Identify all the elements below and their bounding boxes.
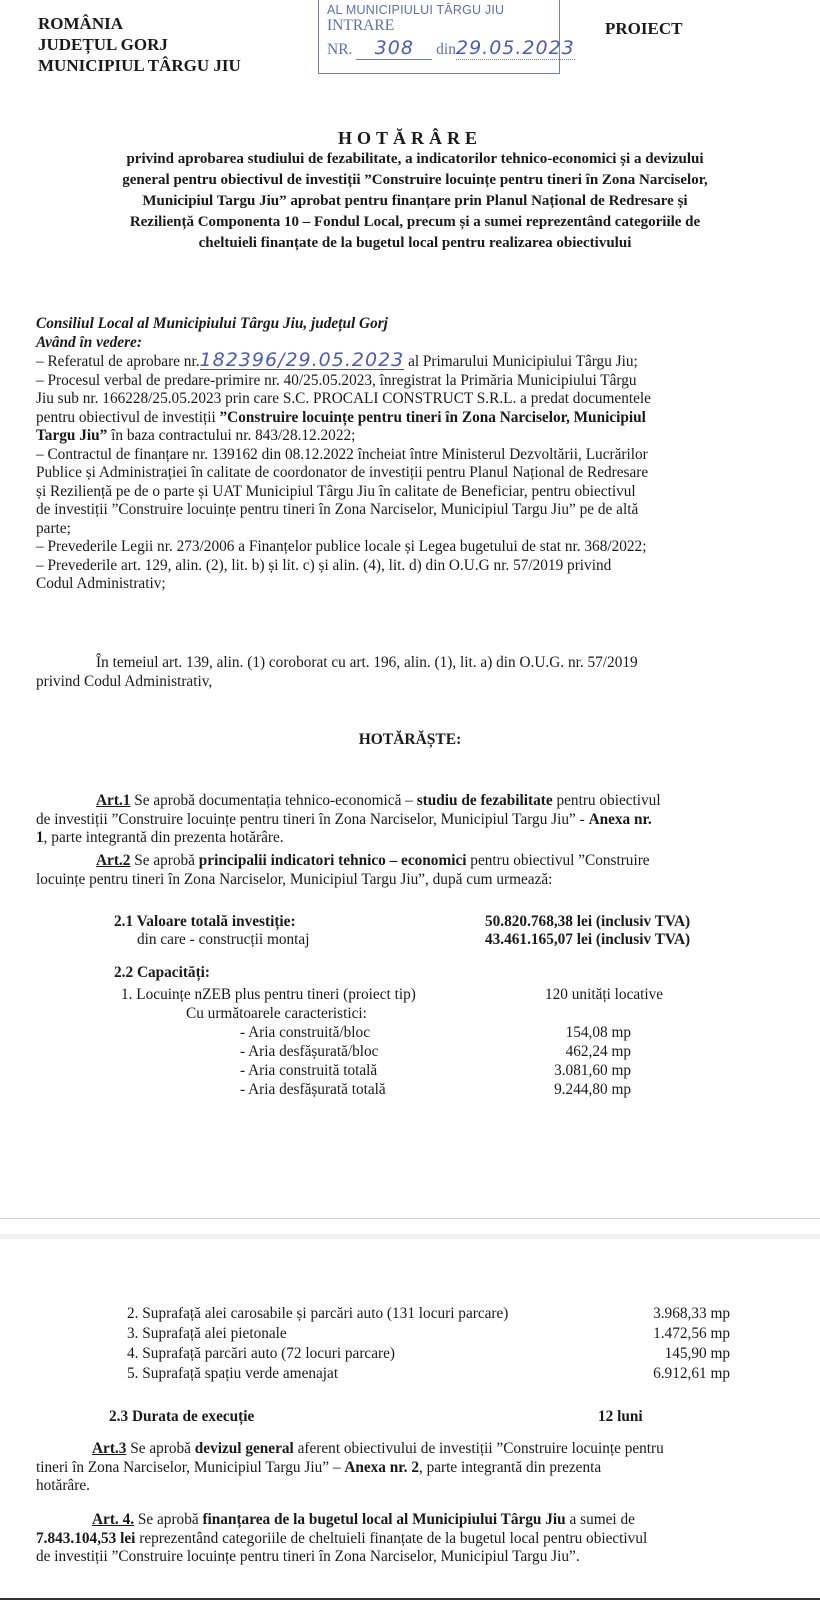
stamp-date-value: 29.05.2023 [455,37,575,59]
characteristic-label: - Aria desfășurată/bloc [240,1043,379,1060]
header-line-county: JUDEȚUL GORJ [38,35,168,54]
art4-line [36,1530,771,1549]
art3-text: Se aprobă [126,1440,195,1457]
oug-line: Codul Administrativ; [36,575,166,592]
contract-line: de investiții ”Construire locuințe pentru tineri în Zona Narciselor, Municipiul Targu Jiu” pe de altă [36,501,639,518]
referat-number: 182396/29.05.2023 [199,349,405,371]
art1-line [36,792,771,811]
temei-line: privind Codul Administrativ, [36,672,213,690]
surface-label: 2. Suprafață alei carosabile și parcări auto (131 locuri parcare) [127,1305,509,1322]
s21-sub-value: 43.461.165,07 lei (inclusiv TVA) [485,931,691,948]
article-3 [36,1440,771,1496]
surface-value: 6.912,61 mp [653,1365,730,1382]
decides-heading: HOTĂRĂȘTE: [358,731,462,748]
stamp-din-label: din [436,41,456,58]
stamp-line2: INTRARE [327,17,395,34]
referat-line [36,349,771,372]
contract-line: și Reziliență pe de o parte și UAT Municipiul Târgu Jiu în calitate de Beneficiar, pentru obiectivul [36,482,636,500]
stamp-nr-label: NR. [327,41,353,58]
proces-verbal-end: în baza contractului nr. 843/28.12.2022; [107,427,356,444]
document-title: HOTĂRÂRE [337,128,482,148]
s22-label: 2.2 Capacități: [114,964,211,981]
header-line-country: ROMÂNIA [38,14,123,33]
characteristic-value: 9.244,80 mp [554,1081,631,1098]
art4-bold: finanțarea de la bugetul local al Municipiului Târgu Jiu [202,1511,566,1528]
art1-annex: Anexa nr. [588,810,652,828]
art4-text: Se aprobă [134,1511,203,1528]
art4-line [36,1511,771,1530]
art3-line [36,1440,771,1459]
art1-bold: studiu de fezabilitate [416,792,553,809]
art4-line: de investiții ”Construire locuințe pentru tineri în Zona Narciselor, Municipiul Targu Jiu”. [36,1548,580,1565]
art1-label: Art.1 [96,792,131,809]
s21-value: 50.820.768,38 lei (inclusiv TVA) [485,913,691,930]
subtitle-line: cheltuieli finanțate de la bugetul local pentru realizarea obiectivului [198,235,632,251]
art3-text: tineri în Zona Narciselor, Municipiul Targu Jiu” – [36,1458,345,1476]
art3-label: Art.3 [92,1440,127,1457]
having-regard: Având în vedere: [36,333,142,351]
legi-line: – Prevederile Legii nr. 273/2006 a Finanțelor publice locale și Legea bugetului de stat nr. 368/2022; [36,538,647,555]
surface-value: 145,90 mp [664,1345,730,1362]
stamp-line3 [327,37,575,60]
contract-line: – Contractul de finanțare nr. 139162 din 08.12.2022 încheiat între Ministerul Dezvoltării, Lucrărilor [36,445,648,463]
stamp-line1: AL MUNICIPIULUI TÂRGU JIU [327,3,505,17]
referat-suffix: al Primarului Municipiului Târgu Jiu; [408,353,638,370]
art1-text: de investiții ”Construire locuințe pentru tineri în Zona Narciselor, Municipiul Targu Jiu” - [36,810,589,828]
s23-value: 12 luni [598,1408,643,1425]
art2-line [36,852,771,871]
cap1-label: 1. Locuințe nZEB plus pentru tineri (proiect tip) [121,986,416,1003]
oug-line: – Prevederile art. 129, alin. (2), lit. b) și lit. c) și alin. (4), lit. d) din O.U.G nr. 57/2019 privind [36,556,612,574]
proces-verbal-text: pentru obiectivul de investiții [36,408,220,426]
s23-label: 2.3 Durata de execuție [109,1408,255,1425]
art4-label: Art. 4. [92,1511,135,1528]
proces-verbal-line [36,427,771,446]
art1-annex-number: 1 [36,829,44,846]
article-2 [36,852,771,889]
art2-line: locuințe pentru tineri în Zona Narciselor, Municipiul Targu Jiu”, după cum urmează: [36,870,553,888]
art1-text: pentru obiectivul [552,792,661,809]
document-subtitle [70,149,760,254]
art1-text: Se aprobă documentația tehnico-economică – [130,792,417,809]
subtitle-line: privind aprobarea studiului de fezabilitate, a indicatorilor tehnico-economici și a devizului [126,151,704,167]
project-label: PROIECT [605,19,683,38]
art3-annex: Anexa nr. 2 [344,1458,419,1476]
surface-label: 4. Suprafață parcări auto (72 locuri parcare) [127,1345,395,1362]
s21-sub-label: din care - construcții montaj [137,931,310,948]
project-name-bold: Targu Jiu” [36,427,108,444]
contract-line: parte; [36,519,71,537]
subtitle-line: general pentru obiectivul de investiții ”Construire locuințe pentru tineri în Zona Narciselor, [122,172,708,188]
art2-text: Se aprobă [130,852,199,869]
preamble [36,315,771,594]
proces-verbal-line: Jiu sub nr. 166228/25.05.2023 prin care S.C. PROCALI CONSTRUCT S.R.L. a predat documentele [36,390,651,407]
registration-stamp [318,0,575,74]
art3-line [36,1459,771,1478]
art1-line [36,829,771,848]
characteristics-label: Cu următoarele caracteristici: [186,1005,367,1022]
art4-text: a sumei de [565,1511,635,1528]
header-institution [38,13,241,76]
proces-verbal-line [36,409,771,428]
art4-amount: 7.843.104,53 lei [36,1529,136,1547]
characteristic-value: 462,24 mp [565,1043,631,1060]
art3-text: aferent obiectivului de investiții ”Construire locuințe pentru [293,1440,664,1457]
characteristic-label: - Aria desfășurată totală [240,1081,386,1098]
art3-bold: devizul general [194,1440,294,1457]
art2-text: pentru obiectivul ”Construire [466,852,650,869]
characteristic-label: - Aria construită totală [240,1062,378,1079]
page-divider [0,1218,820,1219]
page-gap-shade [0,1234,820,1239]
surface-value: 1.472,56 mp [653,1325,730,1342]
art3-text: , parte integrantă din prezenta [418,1458,602,1476]
article-4 [36,1511,771,1567]
art2-bold: principalii indicatori tehnico – economici [198,852,467,869]
proces-verbal-line: – Procesul verbal de predare-primire nr. 40/25.05.2023, înregistrat la Primăria Municipiului Târgu [36,371,637,389]
header-line-municipality: MUNICIPIUL TÂRGU JIU [38,56,241,75]
council-name: Consiliul Local al Municipiului Târgu Jiu, județul Gorj [36,315,388,332]
article-1 [36,792,771,848]
art4-text: reprezentând categoriile de cheltuieli finanțate de la bugetul local pentru obiectivul [135,1529,648,1547]
art3-line: hotărâre. [36,1477,90,1494]
subtitle-line: Municipiul Targu Jiu” aprobat pentru finanțare prin Planul Național de Redresare și [142,193,688,209]
s21-label: 2.1 Valoare totală investiție: [114,913,296,930]
art2-label: Art.2 [96,852,131,869]
subtitle-line: Reziliență Componenta 10 – Fondul Local, precum și a sumei reprezentând categoriile de [129,214,701,230]
characteristic-label: - Aria construită/bloc [240,1024,370,1041]
surface-label: 3. Suprafață alei pietonale [127,1325,287,1342]
cap1-value: 120 unități locative [545,986,664,1003]
art1-text: , parte integrantă din prezenta hotărâre. [43,829,284,846]
characteristic-value: 3.081,60 mp [554,1062,631,1079]
characteristic-value: 154,08 mp [565,1024,631,1041]
legal-basis [36,654,771,691]
contract-line: Publice și Administrației în calitate de coordonator de investiții pentru Planul Național de Redresare [36,464,649,481]
stamp-nr-value: 308 [356,37,432,60]
art1-line [36,811,771,830]
referat-prefix: – Referatul de aprobare nr. [36,353,200,370]
surface-label: 5. Suprafață spațiu verde amenajat [127,1365,339,1382]
project-name-bold: ”Construire locuințe pentru tineri în Zona Narciselor, Municipiul [219,408,646,426]
surface-value: 3.968,33 mp [653,1305,730,1322]
temei-line: În temeiul art. 139, alin. (1) coroborat cu art. 196, alin. (1), lit. a) din O.U.G. nr. 57/2019 [96,654,638,671]
